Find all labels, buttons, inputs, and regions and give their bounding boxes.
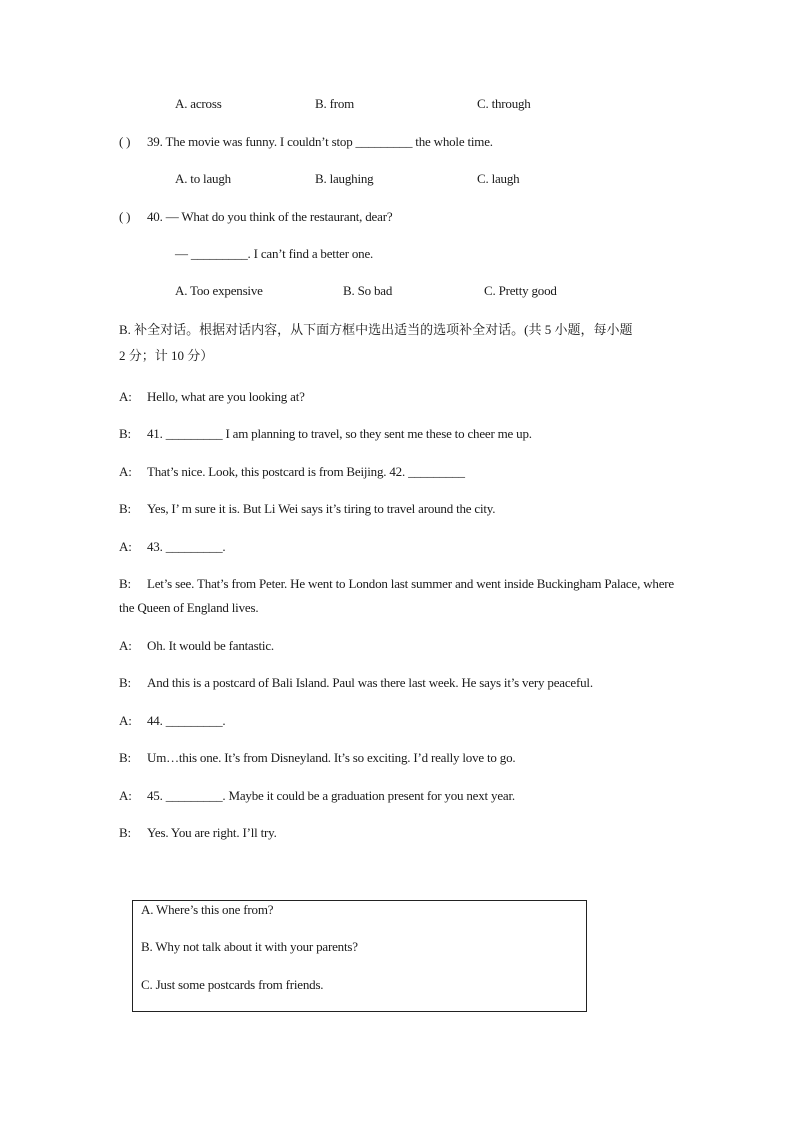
dialogue-line: Yes, I’ m sure it is. But Li Wei says it’s tiring to travel around the city. — [147, 501, 496, 516]
q39-answer-paren: ( ) — [119, 134, 131, 149]
q39-option-b: B. laughing — [315, 171, 374, 186]
q38-option-c: C. through — [477, 96, 531, 111]
dialogue-speaker: B: — [119, 750, 131, 765]
dialogue-speaker: A: — [119, 788, 132, 803]
dialogue-line: 45. _________. Maybe it could be a graduation present for you next year. — [147, 788, 515, 803]
dialogue-speaker: B: — [119, 825, 131, 840]
dialogue-line: Hello, what are you looking at? — [147, 389, 305, 404]
dialogue-line: Um…this one. It’s from Disneyland. It’s so exciting. I’d really love to go. — [147, 750, 516, 765]
q40-option-b: B. So bad — [343, 283, 393, 298]
dialogue-line: 44. _________. — [147, 713, 226, 728]
q39-option-a: A. to laugh — [175, 171, 231, 186]
dialogue-line-multiline: Let’s see. That’s from Peter. He went to London last summer and went inside Buckingham Palace, where the Queen of England lives. — [119, 576, 674, 615]
dialogue-line: Yes. You are right. I’ll try. — [147, 825, 277, 840]
q38-option-a: A. across — [175, 96, 222, 111]
q39-stem: 39. The movie was funny. I couldn’t stop _________ the whole time. — [147, 134, 493, 149]
dialogue-speaker: A: — [119, 389, 132, 404]
dialogue-speaker: B: — [119, 576, 131, 591]
q38-option-b: B. from — [315, 96, 355, 111]
dialogue-line: And this is a postcard of Bali Island. Paul was there last week. He says it’s very peaceful. — [147, 675, 593, 690]
dialogue-speaker: A: — [119, 539, 132, 554]
dialogue-line: That’s nice. Look, this postcard is from Beijing. 42. _________ — [147, 464, 465, 479]
dialogue-speaker: A: — [119, 713, 132, 728]
dialogue-speaker: B: — [119, 501, 131, 516]
section-b-instruction-line1: B. 补全对话。根据对话内容，从下面方框中选出适当的选项补全对话。(共 5 小题，每小题 — [119, 322, 633, 337]
section-b-instruction-line2: 2 分；计 10 分） — [119, 348, 214, 363]
q40-reply: — _________. I can’t find a better one. — [175, 246, 374, 261]
q40-answer-paren: ( ) — [119, 209, 131, 224]
dialogue-speaker: B: — [119, 675, 131, 690]
q39-option-c: C. laugh — [477, 171, 520, 186]
dialogue-line: 43. _________. — [147, 539, 226, 554]
q40-option-a: A. Too expensive — [175, 283, 263, 298]
dialogue-speaker: B: — [119, 426, 131, 441]
q40-stem: 40. — What do you think of the restaurant, dear? — [147, 209, 393, 224]
box-option-a: A. Where’s this one from? — [141, 902, 274, 917]
dialogue-line: Oh. It would be fantastic. — [147, 638, 274, 653]
dialogue-speaker: A: — [119, 638, 132, 653]
q40-option-c: C. Pretty good — [484, 283, 557, 298]
dialogue-line: 41. _________ I am planning to travel, so they sent me these to cheer me up. — [147, 426, 532, 441]
box-option-c: C. Just some postcards from friends. — [141, 977, 324, 992]
box-option-b: B. Why not talk about it with your parents? — [141, 939, 358, 954]
answer-options-box — [132, 900, 587, 1012]
dialogue-speaker: A: — [119, 464, 132, 479]
